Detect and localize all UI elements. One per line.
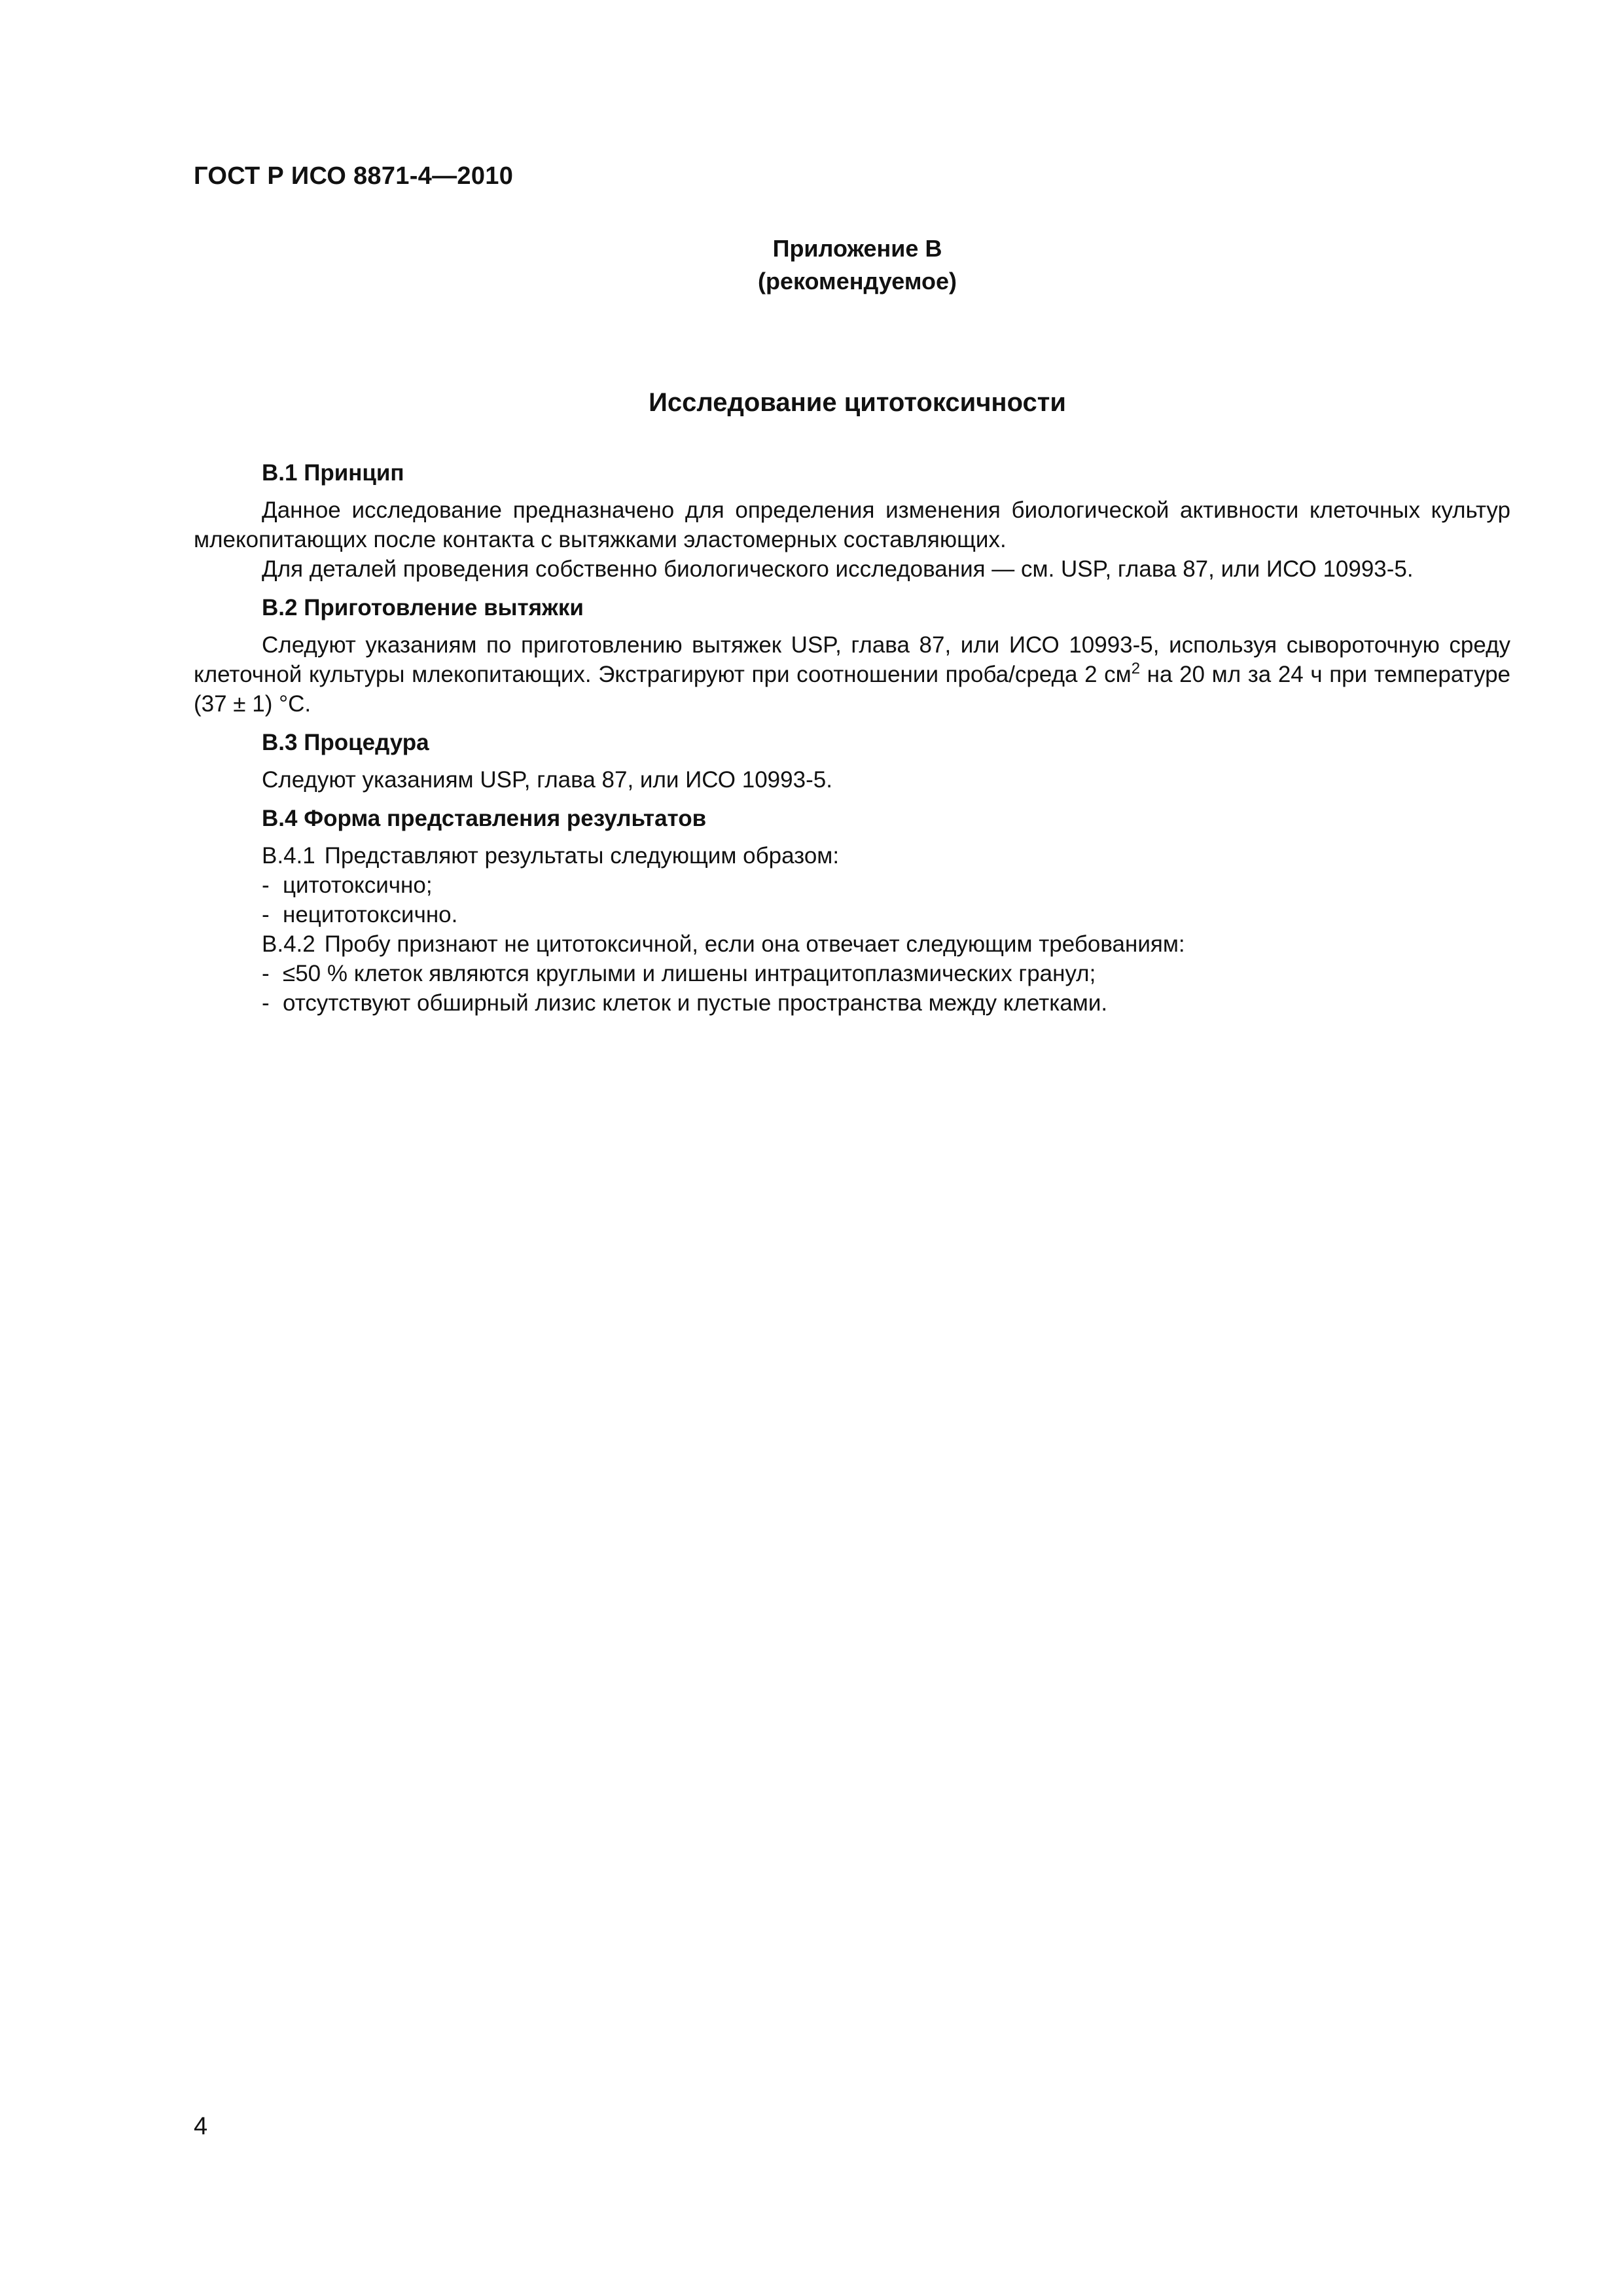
section-b2-text-b: на 20 мл за 24 ч при температуре (37 ± 1) °С.: [194, 662, 1511, 717]
list-item: [194, 959, 1510, 988]
section-b2-paragraph: [194, 630, 1510, 719]
section-b3-paragraph: Следуют указаниям USP, глава 87, или ИСО 10993-5.: [262, 767, 832, 793]
section-heading-b2: В.2 Приготовление вытяжки: [262, 595, 584, 620]
clause-b42: [194, 929, 1510, 959]
section-b1-paragraph-2: Для деталей проведения собственно биологического исследования — см. USP, глава 87, или ИСО 10993-5.: [262, 556, 1414, 582]
page-number: 4: [194, 2113, 208, 2140]
section-b1-paragraph-1: Данное исследование предназначено для определения изменения биологической активности клеточных культур млекопитающих после контакта с вытяжками эластомерных составляющих.: [194, 497, 1510, 552]
appendix-label: Приложение В: [772, 235, 942, 262]
dash-marker: -: [262, 902, 270, 927]
appendix-status: (рекомендуемое): [758, 268, 957, 295]
clause-text: Представляют результаты следующим образом:: [324, 843, 840, 869]
list-item: [194, 900, 1510, 929]
section-heading-b4: В.4 Форма представления результатов: [262, 806, 707, 831]
appendix-block: [0, 232, 1623, 298]
document-code: ГОСТ Р ИСО 8871-4—2010: [194, 162, 514, 190]
superscript-exponent: 2: [1131, 660, 1141, 677]
list-item: [194, 870, 1510, 900]
clause-number: В.4.1: [262, 843, 315, 869]
section-heading-b3: В.3 Процедура: [262, 730, 429, 755]
dash-marker: -: [262, 961, 270, 986]
dash-marker: -: [262, 872, 270, 898]
section-heading-b1: В.1 Принцип: [262, 460, 404, 486]
list-item-text: отсутствуют обширный лизис клеток и пустые пространства между клетками.: [283, 990, 1108, 1016]
list-item-text: ≤50 % клеток являются круглыми и лишены интрацитоплазмических гранул;: [283, 961, 1096, 986]
list-item: [194, 988, 1510, 1018]
clause-number: В.4.2: [262, 931, 315, 957]
document-body: [194, 458, 1510, 1018]
section-b2-text-a: Следуют указаниям по приготовлению вытяжек USP, глава 87, или ИСО 10993-5, используя сывороточную среду клеточной культуры млекопитающих. Экстрагируют при соотношении проба/среда 2 см: [194, 632, 1510, 687]
clause-text: Пробу признают не цитотоксичной, если она отвечает следующим требованиям:: [324, 931, 1185, 957]
clause-b41: [194, 841, 1510, 870]
list-item-text: цитотоксично;: [283, 872, 433, 898]
dash-marker: -: [262, 990, 270, 1016]
appendix-title: Исследование цитотоксичности: [649, 388, 1066, 417]
list-item-text: нецитотоксично.: [283, 902, 458, 927]
